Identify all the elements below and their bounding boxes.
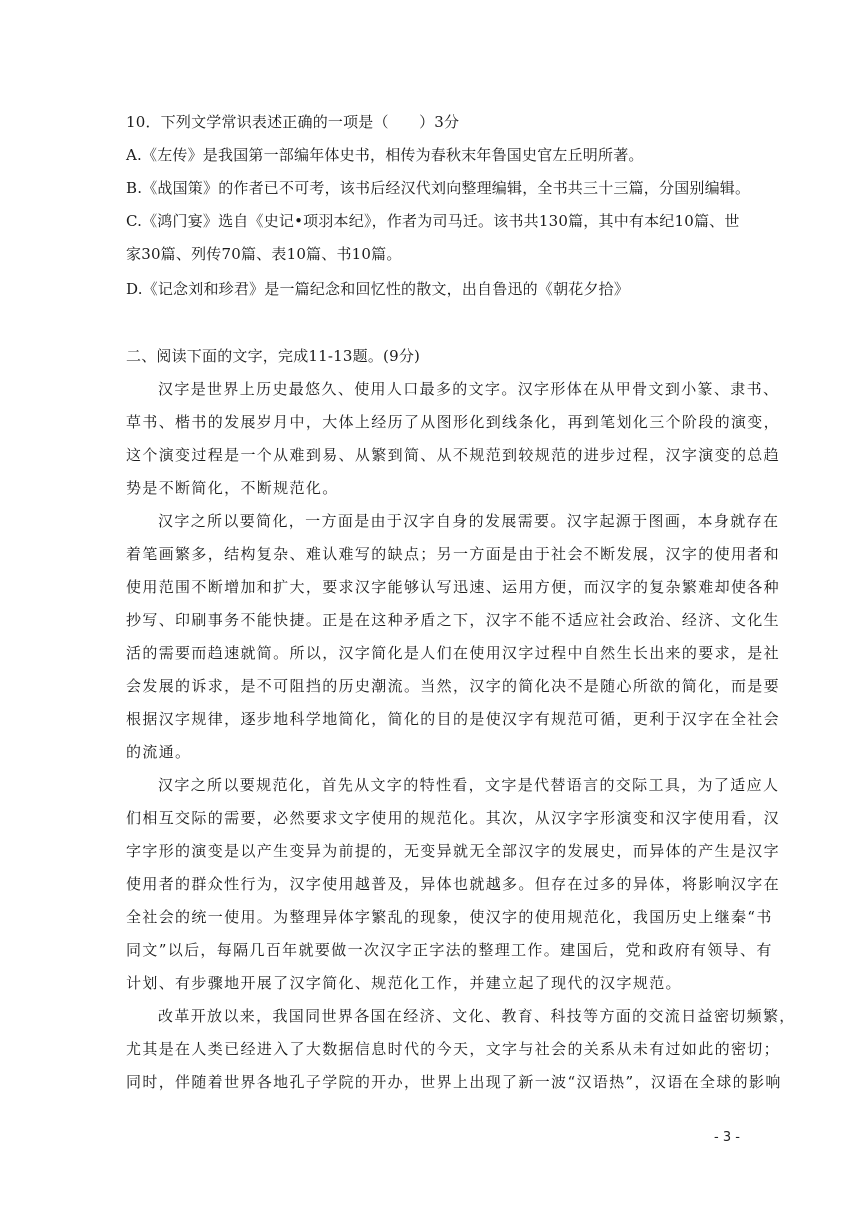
paragraph-line: 汉字是世界上历史最悠久、使用人口最多的文字。汉字形体在从甲骨文到小篆、隶书、 — [158, 380, 780, 398]
page-number: - 3 - — [714, 1130, 740, 1145]
paragraph-line: 汉字之所以要简化，一方面是由于汉字自身的发展需要。汉字起源于图画，本身就存在 — [158, 512, 780, 530]
paragraph-line: 的流通。 — [126, 743, 192, 761]
paragraph-line: 这个演变过程是一个从难到易、从繁到简、从不规范到较规范的进步过程，汉字演变的总趋 — [126, 446, 781, 464]
question-10-option-b: B.《战国策》的作者已不可考，该书后经汉代刘向整理编辑，全书共三十三篇，分国别编辑。 — [126, 179, 751, 197]
paragraph-line: 同文”以后，每隔几百年就要做一次汉字正字法的整理工作。建国后，党和政府有领导、有 — [126, 941, 773, 959]
section-2-heading: 二、阅读下面的文字，完成11-13题。(9分) — [126, 347, 421, 365]
paragraph-line: 全社会的统一使用。为整理异体字繁乱的现象，使汉字的使用规范化，我国历史上继秦“书 — [126, 908, 773, 926]
paragraph-line: 着笔画繁多，结构复杂、难认难写的缺点；另一方面是由于社会不断发展，汉字的使用者和 — [126, 545, 781, 563]
paragraph-line: 计划、有步骤地开展了汉字简化、规范化工作，并建立起了现代的汉字规范。 — [126, 974, 682, 992]
paragraph-line: 字字形的演变是以产生变异为前提的，无变异就无全部汉字的发展史，而异体的产生是汉字 — [126, 842, 781, 860]
question-10-stem: 10．下列文学常识表述正确的一项是（ ）3分 — [126, 113, 460, 131]
paragraph-line: 尤其是在人类已经进入了大数据信息时代的今天，文字与社会的关系从未有过如此的密切； — [126, 1040, 781, 1058]
paragraph-line: 同时，伴随着世界各地孔子学院的开办，世界上出现了新一波“汉语热”，汉语在全球的影响 — [126, 1073, 782, 1091]
paragraph-line: 使用者的群众性行为，汉字使用越普及，异体也就越多。但存在过多的异体，将影响汉字在 — [126, 875, 781, 893]
paragraph-line: 活的需要而趋速就简。所以，汉字简化是人们在使用汉字过程中自然生长出来的要求，是社 — [126, 644, 781, 662]
paragraph-line: 改革开放以来，我国同世界各国在经济、文化、教育、科技等方面的交流日益密切频繁， — [158, 1007, 796, 1025]
paragraph-line: 势是不断简化，不断规范化。 — [126, 479, 339, 497]
paragraph-line: 根据汉字规律，逐步地科学地简化，简化的目的是使汉字有规范可循，更利于汉字在全社会 — [126, 710, 781, 728]
paragraph-line: 们相互交际的需要，必然要求文字使用的规范化。其次，从汉字字形演变和汉字使用看，汉 — [126, 809, 781, 827]
paragraph-line: 汉字之所以要规范化，首先从文字的特性看，文字是代替语言的交际工具，为了适应人 — [158, 776, 780, 794]
paragraph-line: 会发展的诉求，是不可阻挡的历史潮流。当然，汉字的简化决不是随心所欲的简化，而是要 — [126, 677, 781, 695]
question-10-option-a: A.《左传》是我国第一部编年体史书，相传为春秋末年鲁国史官左丘明所著。 — [126, 146, 644, 164]
question-10-option-c: C.《鸿门宴》选自《史记•项羽本纪》，作者为司马迁。该书共130篇，其中有本纪10篇、世 — [126, 212, 740, 230]
question-10-option-d: D.《记念刘和珍君》是一篇纪念和回忆性的散文，出自鲁迅的《朝花夕拾》 — [126, 280, 630, 298]
paragraph-line: 使用范围不断增加和扩大，要求汉字能够认写迅速、运用方便，而汉字的复杂繁难却使各种 — [126, 578, 781, 596]
question-10-option-c-continued: 家30篇、列传70篇、表10篇、书10篇。 — [126, 245, 402, 263]
paragraph-line: 抄写、印刷事务不能快捷。正是在这种矛盾之下，汉字不能不适应社会政治、经济、文化生 — [126, 611, 781, 629]
paragraph-line: 草书、楷书的发展岁月中，大体上经历了从图形化到线条化，再到笔划化三个阶段的演变， — [126, 413, 781, 431]
